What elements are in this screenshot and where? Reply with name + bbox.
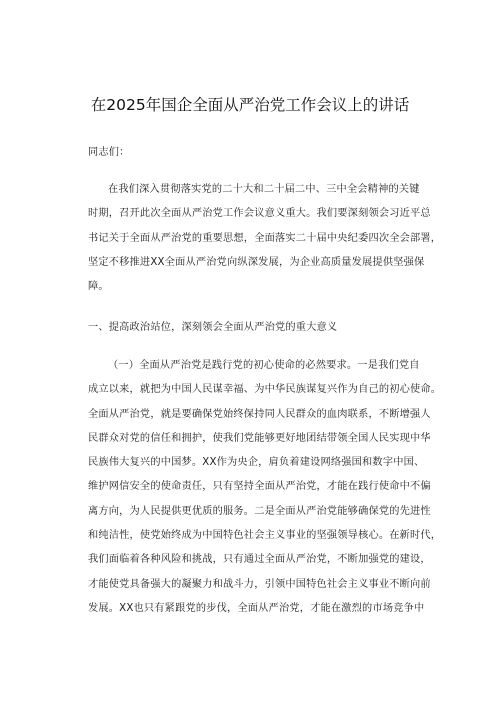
paragraph-line: 和纯洁性，使党始终成为中国特色社会主义事业的坚强领导核心。在新时代， [88,530,442,542]
salutation-text: 同志们： [88,147,130,158]
section-heading [88,316,433,340]
paragraph-line: 民族伟大复兴的中国梦。XX作为央企，肩负着建设网络强国和数字中国、 [88,457,425,469]
paragraph-line: （一）全面从严治党是践行党的初心使命的必然要求。一是我们党自 [108,360,420,371]
section-heading-text: 一、提高政治站位，深刻领会全面从严治党的重大意义 [88,322,338,333]
paragraph-line: 障。 [88,281,109,293]
section-paragraph [88,354,442,621]
paragraph-line: 我们面临着各种风险和挑战，只有通过全面从严治党，不断加强党的建设， [88,554,431,566]
paragraph-line: 民群众对党的信任和拥护，使我们党能够更好地团结带领全国人民实现中华 [88,432,431,444]
paragraph-line: 在我们深入贯彻落实党的二十大和二十届二中、三中全会精神的关键 [108,184,420,195]
paragraph-line: 坚定不移推进XX全面从严治党向纵深发展，为企业高质量发展提供坚强保 [88,256,425,268]
paragraph-line: 成立以来，就把为中国人民谋幸福、为中华民族谋复兴作为自己的初心使命。 [88,384,442,396]
salutation [88,141,433,165]
paragraph-line: 离方向，为人民提供更优质的服务。二是全面从严治党能够确保党的先进性 [88,505,431,517]
paragraph-line: 发展。XX也只有紧跟党的步伐，全面从严治党，才能在激烈的市场竞争中 [88,602,425,614]
paragraph-line: 维护网信安全的使命责任，只有坚持全面从严治党，才能在践行使命中不偏 [88,481,431,493]
paragraph-line: 书记关于全面从严治党的重要思想，全面落实二十届中央纪委四次全会部署， [88,232,442,244]
paragraph-line: 才能使党具备强大的凝聚力和战斗力，引领中国特色社会主义事业不断向前 [88,578,431,590]
paragraph-line: 时期，召开此次全面从严治党工作会议意义重大。我们要深刻领会习近平总 [88,208,431,220]
document-title: 在2025年国企全面从严治党工作会议上的讲话 [90,96,410,114]
paragraph-line: 全面从严治党，就是要确保党始终保持同人民群众的血肉联系，不断增强人 [88,408,431,420]
intro-paragraph [88,178,442,299]
